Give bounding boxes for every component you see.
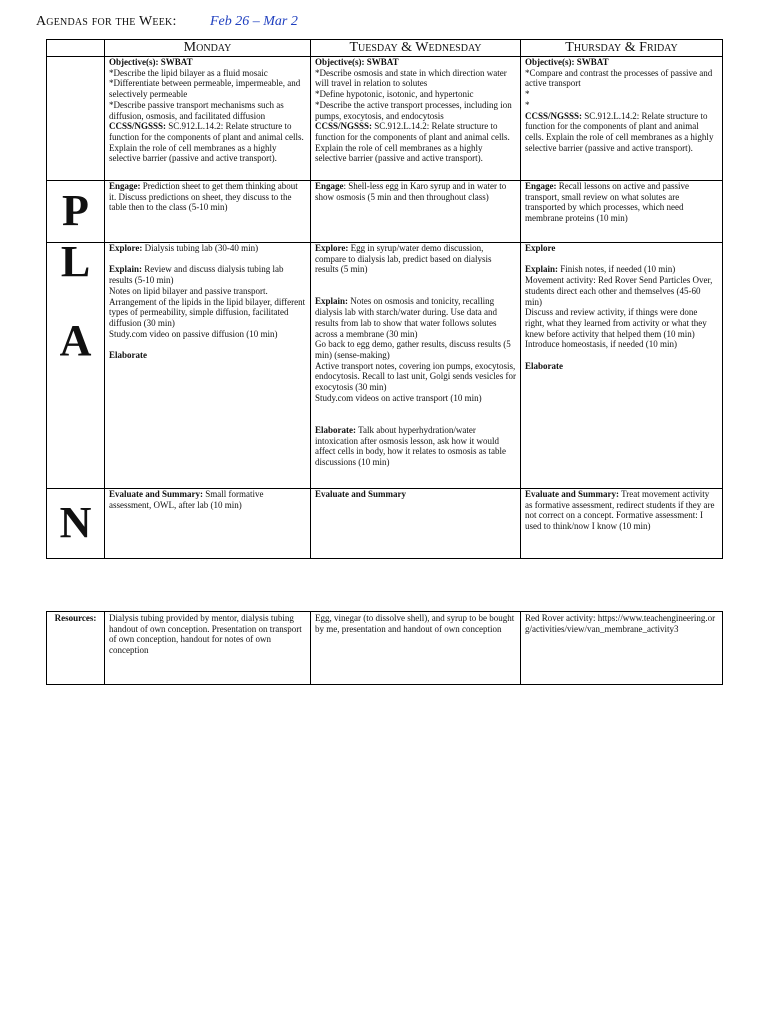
col-monday: Monday bbox=[105, 40, 311, 57]
objectives-thufri: Objective(s): SWBAT *Compare and contrast the processes of passive and active transport * * CCSS/NGSSS: SC.912.L.14.2: Relate structure to function for the components of plant and animal cells. Explain the role of cell membranes as a highly selective barrier (passive and active transport). bbox=[521, 57, 723, 181]
resources-thufri: Red Rover activity: https://www.teachengineering.org/activities/view/van_membrane_activity3 bbox=[521, 612, 723, 685]
explore-thufri: Explore Explain: Finish notes, if needed (10 min) Movement activity: Red Rover Send Particles Over, students direct each other and themselves (45-60 min) Discuss and review activity, if things were done right, what they learned from activity or what they knew before activity that helped them (10 min) Introduce homeostasis, if needed (10 min) Elaborate bbox=[521, 243, 723, 489]
col-thursday-friday: Thursday & Friday bbox=[521, 40, 723, 57]
week-dates: Feb 26 – Mar 2 bbox=[210, 14, 298, 29]
resources-row bbox=[47, 612, 723, 685]
engage-monday: Engage: Prediction sheet to get them thinking about it. Discuss predictions on sheet, they discuss to the table then to the class (5-10 min) bbox=[105, 181, 311, 243]
explore-row bbox=[47, 243, 723, 489]
objectives-monday: Objective(s): SWBAT *Describe the lipid bilayer as a fluid mosaic *Differentiate between permeable, impermeable, and selectively permeable *Describe passive transport mechanisms such as diffusion, osmosis, and facilitated diffusion CCSS/NGSSS: SC.912.L.14.2: Relate structure to function for the components of plant and animal cells. Explain the role of cell membranes as a highly selective barrier (passive and active transport). bbox=[105, 57, 311, 181]
plan-letter-a: A bbox=[59, 315, 92, 365]
col-tuesday-wednesday: Tuesday & Wednesday bbox=[311, 40, 521, 57]
plan-letter-l: L bbox=[60, 237, 91, 286]
evaluate-tuewed: Evaluate and Summary bbox=[311, 489, 521, 559]
plan-letter-p: P bbox=[47, 181, 105, 243]
agenda-header bbox=[36, 14, 298, 30]
evaluate-thufri: Evaluate and Summary: Treat movement activity as formative assessment, redirect students if they are not correct on a concept. Formative assessment: I used to think/now I know (10 min) bbox=[521, 489, 723, 559]
agenda-title: Agendas for the Week: bbox=[36, 14, 177, 29]
evaluate-monday: Evaluate and Summary: Small formative assessment, OWL, after lab (10 min) bbox=[105, 489, 311, 559]
engage-tuewed: Engage: Shell-less egg in Karo syrup and in water to show osmosis (5 min and then throughout class) bbox=[311, 181, 521, 243]
resources-table bbox=[46, 611, 723, 685]
explore-monday: Explore: Dialysis tubing lab (30-40 min) Explain: Review and discuss dialysis tubing lab results (5-10 min) Notes on lipid bilayer and passive transport. Arrangement of the lipids in the lipid bilayer, different types of permeability, simple diffusion, facilitated diffusion (30 min) Study.com video on passive diffusion (10 min) Elaborate bbox=[105, 243, 311, 489]
objectives-tuewed: Objective(s): SWBAT *Describe osmosis and state in which direction water will travel in relation to solutes *Define hypotonic, isotonic, and hypertonic *Describe the active transport processes, including ion pumps, exocytosis, and endocytosis CCSS/NGSSS: SC.912.L.14.2: Relate structure to function for the components of plant and animal cells. Explain the role of cell membranes as a highly selective barrier (passive and active transport). bbox=[311, 57, 521, 181]
corner-cell bbox=[47, 40, 105, 57]
explore-tuewed: Explore: Egg in syrup/water demo discussion, compare to dialysis lab, predict based on dialysis results (5 min) Explain: Notes on osmosis and tonicity, recalling dialysis lab with starch/water during. Use data and results from lab to show that water follows solutes across a membrane (30 min) Go back to egg demo, gather results, discuss results (5 min) (sense-making) Active transport notes, covering ion pumps, exocytosis, endocytosis. Recall to last unit, Golgi sends vesicles for exocytosis (30 min) Study.com videos on active transport (10 min) Elaborate: Talk about hyperhydration/water intoxication after osmosis lesson, ask how it would affect cells in body, how it relates to osmosis as table discussions (10 min) bbox=[311, 243, 521, 489]
resources-monday: Dialysis tubing provided by mentor, dialysis tubing handout of own conception. Presentation on transport of own conception, handout for notes of own conception bbox=[105, 612, 311, 685]
plan-letter-n: N bbox=[47, 489, 105, 559]
plan-letters-la bbox=[47, 237, 105, 489]
column-header-row bbox=[47, 40, 723, 57]
objectives-row bbox=[47, 57, 723, 181]
resources-tuewed: Egg, vinegar (to dissolve shell), and syrup to be bought by me, presentation and handout of own conception bbox=[311, 612, 521, 685]
plan-table bbox=[46, 39, 723, 559]
letter-blank bbox=[47, 57, 105, 181]
engage-thufri: Engage: Recall lessons on active and passive transport, small review on what solutes are transported by which processes, which need membrane proteins (10 min) bbox=[521, 181, 723, 243]
resources-label: Resources: bbox=[47, 612, 105, 685]
engage-row bbox=[47, 181, 723, 243]
evaluate-row bbox=[47, 489, 723, 559]
